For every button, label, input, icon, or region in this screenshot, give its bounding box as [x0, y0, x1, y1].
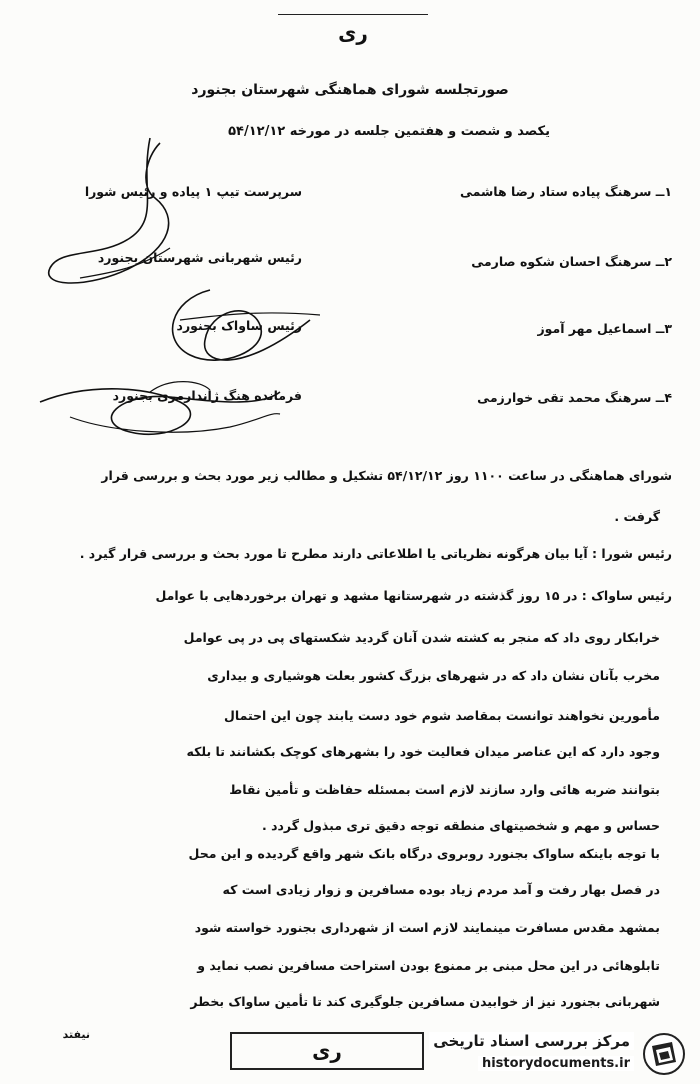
- body-line-12: تابلوهائی در این محل مبنی بر ممنوع بودن استراحت مسافرین نصب نماید و: [197, 958, 660, 973]
- member-name-3: ۳ــ اسماعیل مهر آموز: [537, 321, 672, 336]
- bottom-classification-stamp: [230, 1032, 424, 1070]
- intro-line-2: گرفت .: [614, 509, 660, 524]
- body-line-1: رئیس شورا : آیا بیان هرگونه نظریاتی یا اطلاعاتی دارند مطرح تا مورد بحث و بررسی قرار گیرد .: [79, 546, 672, 561]
- top-stamp-text: ری: [338, 21, 368, 45]
- archive-logo-icon: [642, 1032, 686, 1076]
- body-line-5: مأمورین نخواهند توانست بمقاصد شوم خود دست یابند چون این احتمال: [224, 708, 660, 723]
- signature-3-icon: [30, 372, 290, 452]
- member-name-2: ۲ــ سرهنگ احسان شکوه صارمی: [471, 254, 672, 269]
- body-line-7: بتوانند ضربه هائی وارد سازند لازم است بمسئله حفاظت و تأمین نقاط: [229, 782, 660, 797]
- watermark-title: مرکز بررسی اسناد تاریخی: [429, 1032, 634, 1050]
- body-line-13: شهربانی بجنورد نیز از خوابیدن مسافرین جلوگیری کند تا تأمین ساواک بخطر: [190, 994, 660, 1009]
- member-role-4: فرمانده هنگ ژاندارمری بجنورد: [112, 388, 302, 403]
- document-title: صورتجلسه شورای هماهنگی شهرستان بجنورد: [191, 82, 509, 98]
- intro-line-1: شورای هماهنگی در ساعت ۱۱۰۰ روز ۵۴/۱۲/۱۲ تشکیل و مطالب زیر مورد بحث و بررسی قرار: [101, 468, 672, 483]
- body-line-9: با توجه باینکه ساواک بجنورد روبروی درگاه بانک شهر واقع گردیده و این محل: [188, 846, 660, 861]
- body-line-10: در فصل بهار رفت و آمد مردم زیاد بوده مسافرین و زوار زیادی است که: [222, 882, 660, 897]
- signature-2-icon: [150, 280, 330, 380]
- body-line-14: نیفتد: [62, 1028, 90, 1041]
- session-line: یکصد و شصت و هفتمین جلسه در مورخه ۵۴/۱۲/۱۲: [228, 124, 550, 139]
- body-line-8: حساس و مهم و شخصیتهای منطقه توجه دقیق تری مبذول گردد .: [261, 818, 660, 833]
- member-name-1: ۱ــ سرهنگ پیاده ستاد رضا هاشمی: [459, 184, 672, 199]
- body-line-11: بمشهد مقدس مسافرت مینمایند لازم است از شهرداری بجنورد خواسته شود: [194, 920, 660, 935]
- body-line-2: رئیس ساواک : در ۱۵ روز گذشته در شهرستانها مشهد و تهران برخوردهایی با عوامل: [155, 588, 672, 603]
- member-role-2: رئیس شهربانی شهرستان بجنورد: [97, 250, 302, 265]
- bottom-stamp-text: ری: [312, 1039, 342, 1063]
- member-role-3: رئیس ساواک بجنورد: [176, 318, 302, 333]
- watermark: [406, 1028, 686, 1080]
- watermark-url[interactable]: historydocuments.ir: [478, 1056, 634, 1071]
- member-name-4: ۴ــ سرهنگ محمد تقی خوارزمی: [477, 390, 672, 405]
- body-line-3: خرابکار روی داد که منجر به کشته شدن آنان گردید شکستهای پی در پی عوامل: [183, 630, 660, 645]
- member-role-1: سرپرست تیپ ۱ پیاده و رئیس شورا: [84, 184, 302, 199]
- top-classification-stamp: [278, 14, 428, 51]
- body-line-6: وجود دارد که این عناصر میدان فعالیت خود را بشهرهای کوچک بکشانند تا بلکه: [186, 744, 660, 759]
- signature-1-icon: [20, 128, 190, 298]
- body-line-4: مخرب بآنان نشان داد که در شهرهای بزرگ کشور بعلت هوشیاری و بیداری: [207, 668, 660, 683]
